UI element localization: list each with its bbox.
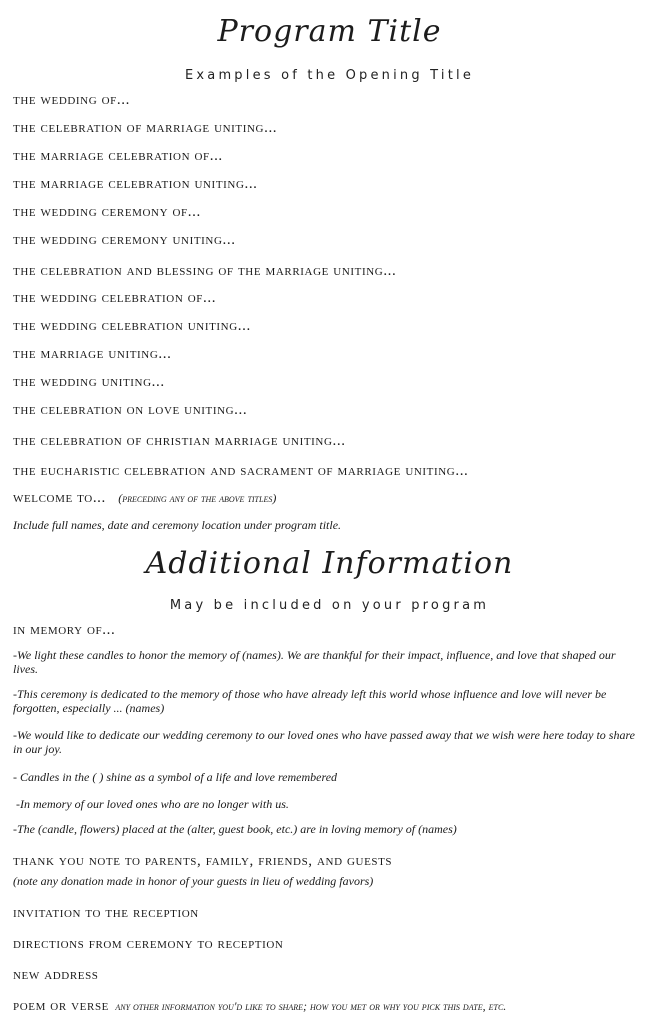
opening-title-item: the wedding ceremony uniting... (13, 232, 236, 248)
memory-item: -In memory of our loved ones who are no longer with us. (13, 797, 289, 811)
opening-title-item: the eucharistic celebration and sacrament of marriage uniting... (13, 463, 469, 479)
opening-title-item: the wedding celebration of... (13, 290, 217, 306)
opening-title-item: the celebration on love uniting... (13, 402, 248, 418)
poem-label: poem or verse (13, 998, 109, 1014)
invitation-line: invitation to the reception (13, 905, 199, 921)
memory-item: - Candles in the ( ) shine as a symbol of a life and love remembered (13, 770, 338, 784)
opening-title-item: the celebration of marriage uniting... (13, 120, 278, 136)
poem-note: any other information you'd like to share; how you met or why you pick this date, etc. (115, 999, 507, 1013)
memory-item: -We would like to dedicate our wedding ceremony to our loved ones who have passed away that we wish were here today to share in our joy. (13, 728, 636, 756)
program-subtitle: Examples of the Opening Title (184, 68, 475, 83)
memory-item: -The (candle, flowers) placed at the (alter, guest book, etc.) are in loving memory of (names) (13, 822, 457, 836)
opening-title-item: the wedding uniting... (13, 374, 165, 390)
program-title: Program Title (217, 14, 442, 49)
welcome-note: (preceding any of the above titles) (118, 491, 277, 505)
poem-line (13, 998, 506, 1015)
memory-heading: in memory of... (13, 622, 116, 638)
thank-you-note: (note any donation made in honor of your guests in lieu of wedding favors) (13, 874, 374, 888)
opening-title-item: the wedding celebration uniting... (13, 318, 251, 334)
opening-title-item: the marriage celebration uniting... (13, 176, 258, 192)
opening-title-item: the marriage uniting... (13, 346, 172, 362)
memory-item: -We light these candles to honor the memory of (names). We are thankful for their impact, influence, and love that shaped our lives. (13, 648, 616, 676)
opening-title-item: the wedding of... (13, 92, 130, 108)
memory-item: -This ceremony is dedicated to the memory of those who have already left this world whose influence and love will never be forgotten, especially ... (names) (13, 687, 607, 715)
new-address-line: new address (13, 967, 99, 983)
thank-you-label: thank you note to parents, family, friends, and guests (13, 853, 393, 869)
opening-title-item: the celebration of christian marriage uniting... (13, 433, 346, 449)
directions-line: directions from ceremony to reception (13, 936, 284, 952)
welcome-label: welcome to... (13, 490, 106, 506)
welcome-line (13, 490, 276, 507)
opening-title-item: the wedding ceremony of... (13, 204, 201, 220)
opening-title-item: the celebration and blessing of the marriage uniting... (13, 263, 397, 279)
opening-title-item: the marriage celebration of... (13, 148, 223, 164)
include-note: Include full names, date and ceremony location under program title. (13, 518, 342, 532)
additional-subtitle: May be included on your program (169, 598, 490, 613)
additional-title: Additional Information (145, 546, 514, 581)
